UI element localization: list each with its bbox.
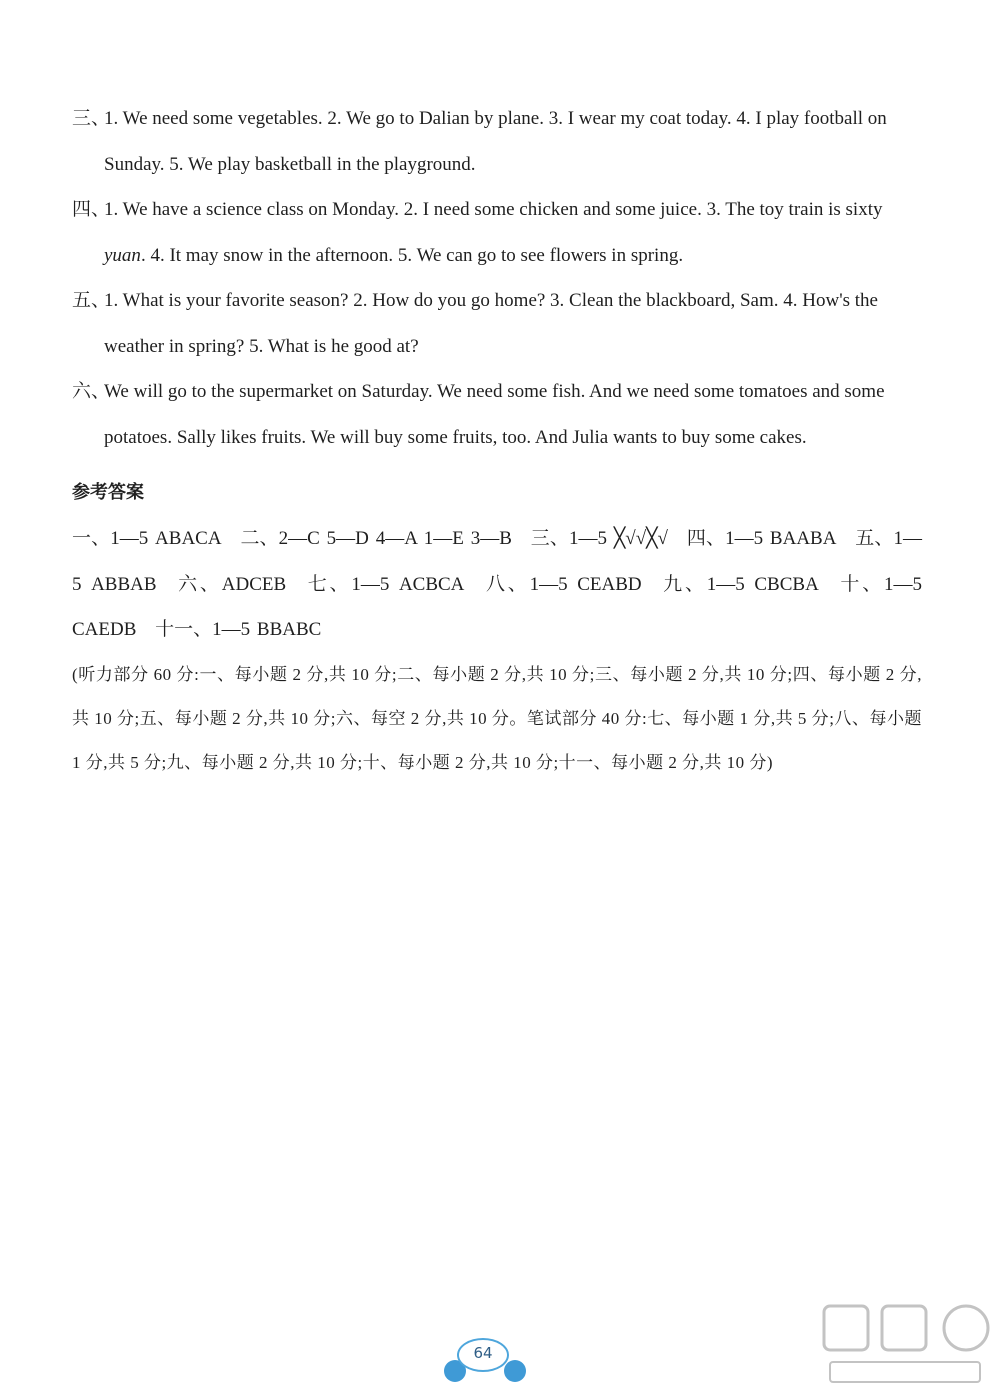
- answer-item: 九、1—5 CBCBA: [663, 573, 819, 595]
- answer-item: 一、1—5 ABACA: [72, 528, 222, 549]
- page-number: 64: [473, 1344, 493, 1362]
- answer-item: 七、1—5 ACBCA: [307, 573, 465, 595]
- section-6-number: 六、: [72, 381, 111, 402]
- answer-sheet: [72, 96, 922, 785]
- section-4-text: [104, 187, 922, 278]
- answer-item: 三、1—5 ╳√√╳√: [530, 528, 668, 549]
- section-3: [72, 96, 922, 187]
- answer-item: 六、ADCEB: [178, 573, 287, 595]
- page-number-badge: [440, 1334, 530, 1384]
- answer-item: 四、1—5 BAABA: [686, 528, 837, 549]
- section-6-text: We will go to the supermarket on Saturday. We need some fish. And we need some tomatoes and some potatoes. Sally likes fruits. We will buy some fruits, too. And Julia wants to buy some cakes.: [104, 381, 885, 448]
- section-6: [72, 369, 922, 460]
- section-4-italic: yuan: [104, 244, 141, 266]
- section-4: [72, 187, 922, 278]
- answer-item: 十、1—5 CAEDB: [72, 573, 923, 640]
- section-5: [72, 278, 922, 369]
- section-3-text: 1. We need some vegetables. 2. We go to Dalian by plane. 3. I wear my coat today. 4. I play football on Sunday. 5. We play basketball in the playground.: [104, 108, 887, 175]
- answers-title: 参考答案: [72, 482, 144, 503]
- section-4-number: 四、: [72, 199, 111, 220]
- answer-item: 五、1—5 ABBAB: [72, 528, 923, 595]
- section-4-text-a: 1. We have a science class on Monday. 2. I need some chicken and some juice. 3. The toy train is sixty: [104, 199, 883, 220]
- answer-item: 八、1—5 CEABD: [485, 573, 642, 595]
- answer-key: [72, 516, 922, 653]
- answer-item: 十一、1—5 BBABC: [155, 619, 322, 640]
- watermark-logo: [820, 1300, 992, 1390]
- section-5-text: 1. What is your favorite season? 2. How do you go home? 3. Clean the blackboard, Sam. 4. How's the weather in spring? 5. What is he good at?: [104, 290, 878, 357]
- badge-dot-right: [504, 1360, 526, 1382]
- section-5-number: 五、: [72, 290, 111, 311]
- section-4-text-b: . 4. It may snow in the afternoon. 5. We can go to see flowers in spring.: [140, 244, 684, 266]
- section-3-number: 三、: [72, 108, 111, 129]
- scoring-notes: (听力部分 60 分:一、每小题 2 分,共 10 分;二、每小题 2 分,共 10 分;三、每小题 2 分,共 10 分;四、每小题 2 分,共 10 分;五、每小题 2 分,共 10 分;六、每空 2 分,共 10 分。笔试部分 40 分:七、每小题 1 分,共 5 分;八、每小题 1 分,共 5 分;九、每小题 2 分,共 10 分;十、每小题 2 分,共 10 分;十一、每小题 2 分,共 10 分): [72, 664, 922, 772]
- answer-item: 二、2—C 5—D 4—A 1—E 3—B: [240, 528, 512, 549]
